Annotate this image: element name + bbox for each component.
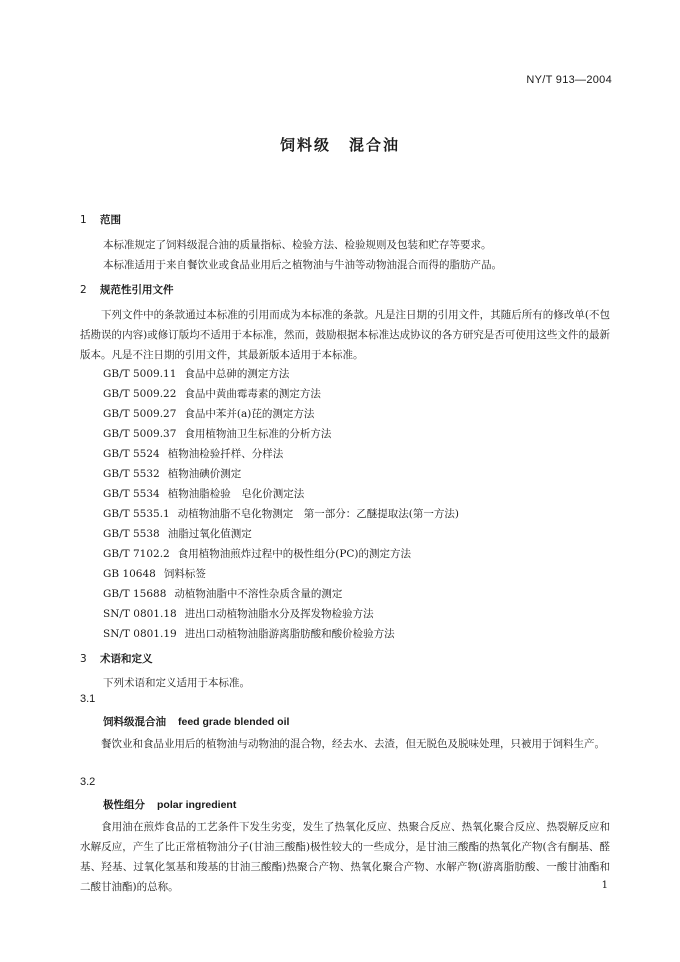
title-part2: 混合油 [349, 136, 401, 154]
reference-code: GB 10648 [103, 568, 156, 580]
section-number: 2 [80, 284, 87, 296]
term-definition [80, 734, 610, 754]
scope-paragraph-2: 本标准适用于来自餐饮业或食品业用后之植物油与牛油等动物油混合而得的脂肪产品。 [103, 259, 502, 271]
reference-item [103, 526, 252, 541]
reference-code: GB/T 5009.27 [103, 408, 177, 420]
term-number: 3.1 [80, 693, 96, 705]
reference-item [103, 446, 283, 461]
term-number: 3.2 [80, 776, 96, 788]
term-en: polar ingredient [157, 799, 237, 811]
reference-code: GB/T 7102.2 [103, 548, 170, 560]
section-number: 1 [80, 214, 87, 226]
reference-item [103, 506, 459, 521]
reference-code: GB/T 5532 [103, 468, 160, 480]
section-heading-scope [80, 212, 121, 227]
term-definition-text: 餐饮业和食品业用后的植物油与动物油的混合物，经去水、去渣，但无脱色及脱味处理，只被用于饲料生产。 [101, 738, 605, 750]
reference-code: GB/T 15688 [103, 588, 167, 600]
reference-name: 进出口动植物油脂水分及挥发物检验方法 [184, 608, 374, 620]
reference-name: 食用植物油卫生标准的分析方法 [184, 428, 332, 440]
term-cn: 极性组分 [103, 799, 145, 811]
reference-code: GB/T 5534 [103, 488, 160, 500]
reference-name: 进出口动植物油脂游离脂肪酸和酸价检验方法 [184, 628, 395, 640]
reference-name: 食品中总砷的测定方法 [184, 368, 290, 380]
reference-name: 食品中黄曲霉毒素的测定方法 [184, 388, 321, 400]
reference-name: 植物油碘价测定 [167, 468, 242, 480]
reference-name: 饲料标签 [163, 568, 206, 580]
reference-name: 食用植物油煎炸过程中的极性组分(PC)的测定方法 [177, 548, 412, 560]
document-title [0, 134, 680, 155]
reference-item [103, 486, 304, 501]
reference-item [103, 566, 206, 581]
reference-name: 植物油检验扦样、分样法 [167, 448, 284, 460]
reference-item [103, 606, 374, 621]
section-title: 术语和定义 [100, 653, 153, 665]
section-heading-normative [80, 282, 174, 297]
term-en: feed grade blended oil [178, 716, 290, 728]
normative-intro [80, 305, 610, 365]
term-heading [103, 797, 236, 812]
terms-intro: 下列术语和定义适用于本标准。 [103, 677, 250, 689]
term-cn: 饲料级混合油 [103, 716, 166, 728]
reference-code: GB/T 5009.37 [103, 428, 177, 440]
reference-item [103, 466, 241, 481]
section-heading-terms [80, 651, 153, 666]
reference-name: 动植物油脂不皂化物测定 第一部分：乙醚提取法(第一方法) [177, 508, 459, 520]
reference-name: 植物油脂检验 皂化价测定法 [167, 488, 305, 500]
scope-paragraph-1: 本标准规定了饲料级混合油的质量指标、检验方法、检验规则及包装和贮存等要求。 [103, 239, 492, 251]
reference-code: GB/T 5009.22 [103, 388, 177, 400]
term-definition-text: 食用油在煎炸食品的工艺条件下发生劣变，发生了热氧化反应、热聚合反应、热氧化聚合反应、热裂解反应和水解反应，产生了比正常植物油分子(甘油三酸酯)极性较大的一些成分，是甘油三酸酯的热氧化产物(含有酮基、醛基、羟基、过氧化氢基和羧基的甘油三酸酯)热聚合产物、热氧化聚合产物、水解产物(游离脂肪酸、一酸甘油酯和二酸甘油酯)的总称。 [80, 821, 610, 893]
reference-name: 动植物油脂中不溶性杂质含量的测定 [174, 588, 343, 600]
reference-code: SN/T 0801.18 [103, 608, 177, 620]
reference-name: 油脂过氧化值测定 [167, 528, 252, 540]
term-definition [80, 817, 610, 897]
reference-item [103, 546, 411, 561]
page-number: 1 [601, 880, 608, 891]
term-heading [103, 714, 289, 729]
section-title: 范围 [100, 214, 121, 226]
reference-code: GB/T 5524 [103, 448, 160, 460]
reference-item [103, 626, 395, 641]
reference-item [103, 586, 342, 601]
reference-code: SN/T 0801.19 [103, 628, 177, 640]
reference-item [103, 426, 331, 441]
standard-number: NY/T 913—2004 [526, 74, 612, 86]
reference-item [103, 386, 321, 401]
section-title: 规范性引用文件 [100, 284, 174, 296]
reference-item [103, 406, 314, 421]
reference-code: GB/T 5538 [103, 528, 160, 540]
normative-intro-text: 下列文件中的条款通过本标准的引用而成为本标准的条款。凡是注日期的引用文件，其随后所有的修改单(不包括勘误的内容)或修订版均不适用于本标准，然而，鼓励根据本标准达成协议的各方研究是否可使用这些文件的最新版本。凡是不注日期的引用文件，其最新版本适用于本标准。 [80, 309, 610, 361]
reference-name: 食品中苯并(a)芘的测定方法 [184, 408, 315, 420]
section-number: 3 [80, 653, 87, 665]
title-part1: 饲料级 [279, 136, 331, 154]
reference-code: GB/T 5009.11 [103, 368, 177, 380]
reference-code: GB/T 5535.1 [103, 508, 170, 520]
reference-item [103, 366, 289, 381]
